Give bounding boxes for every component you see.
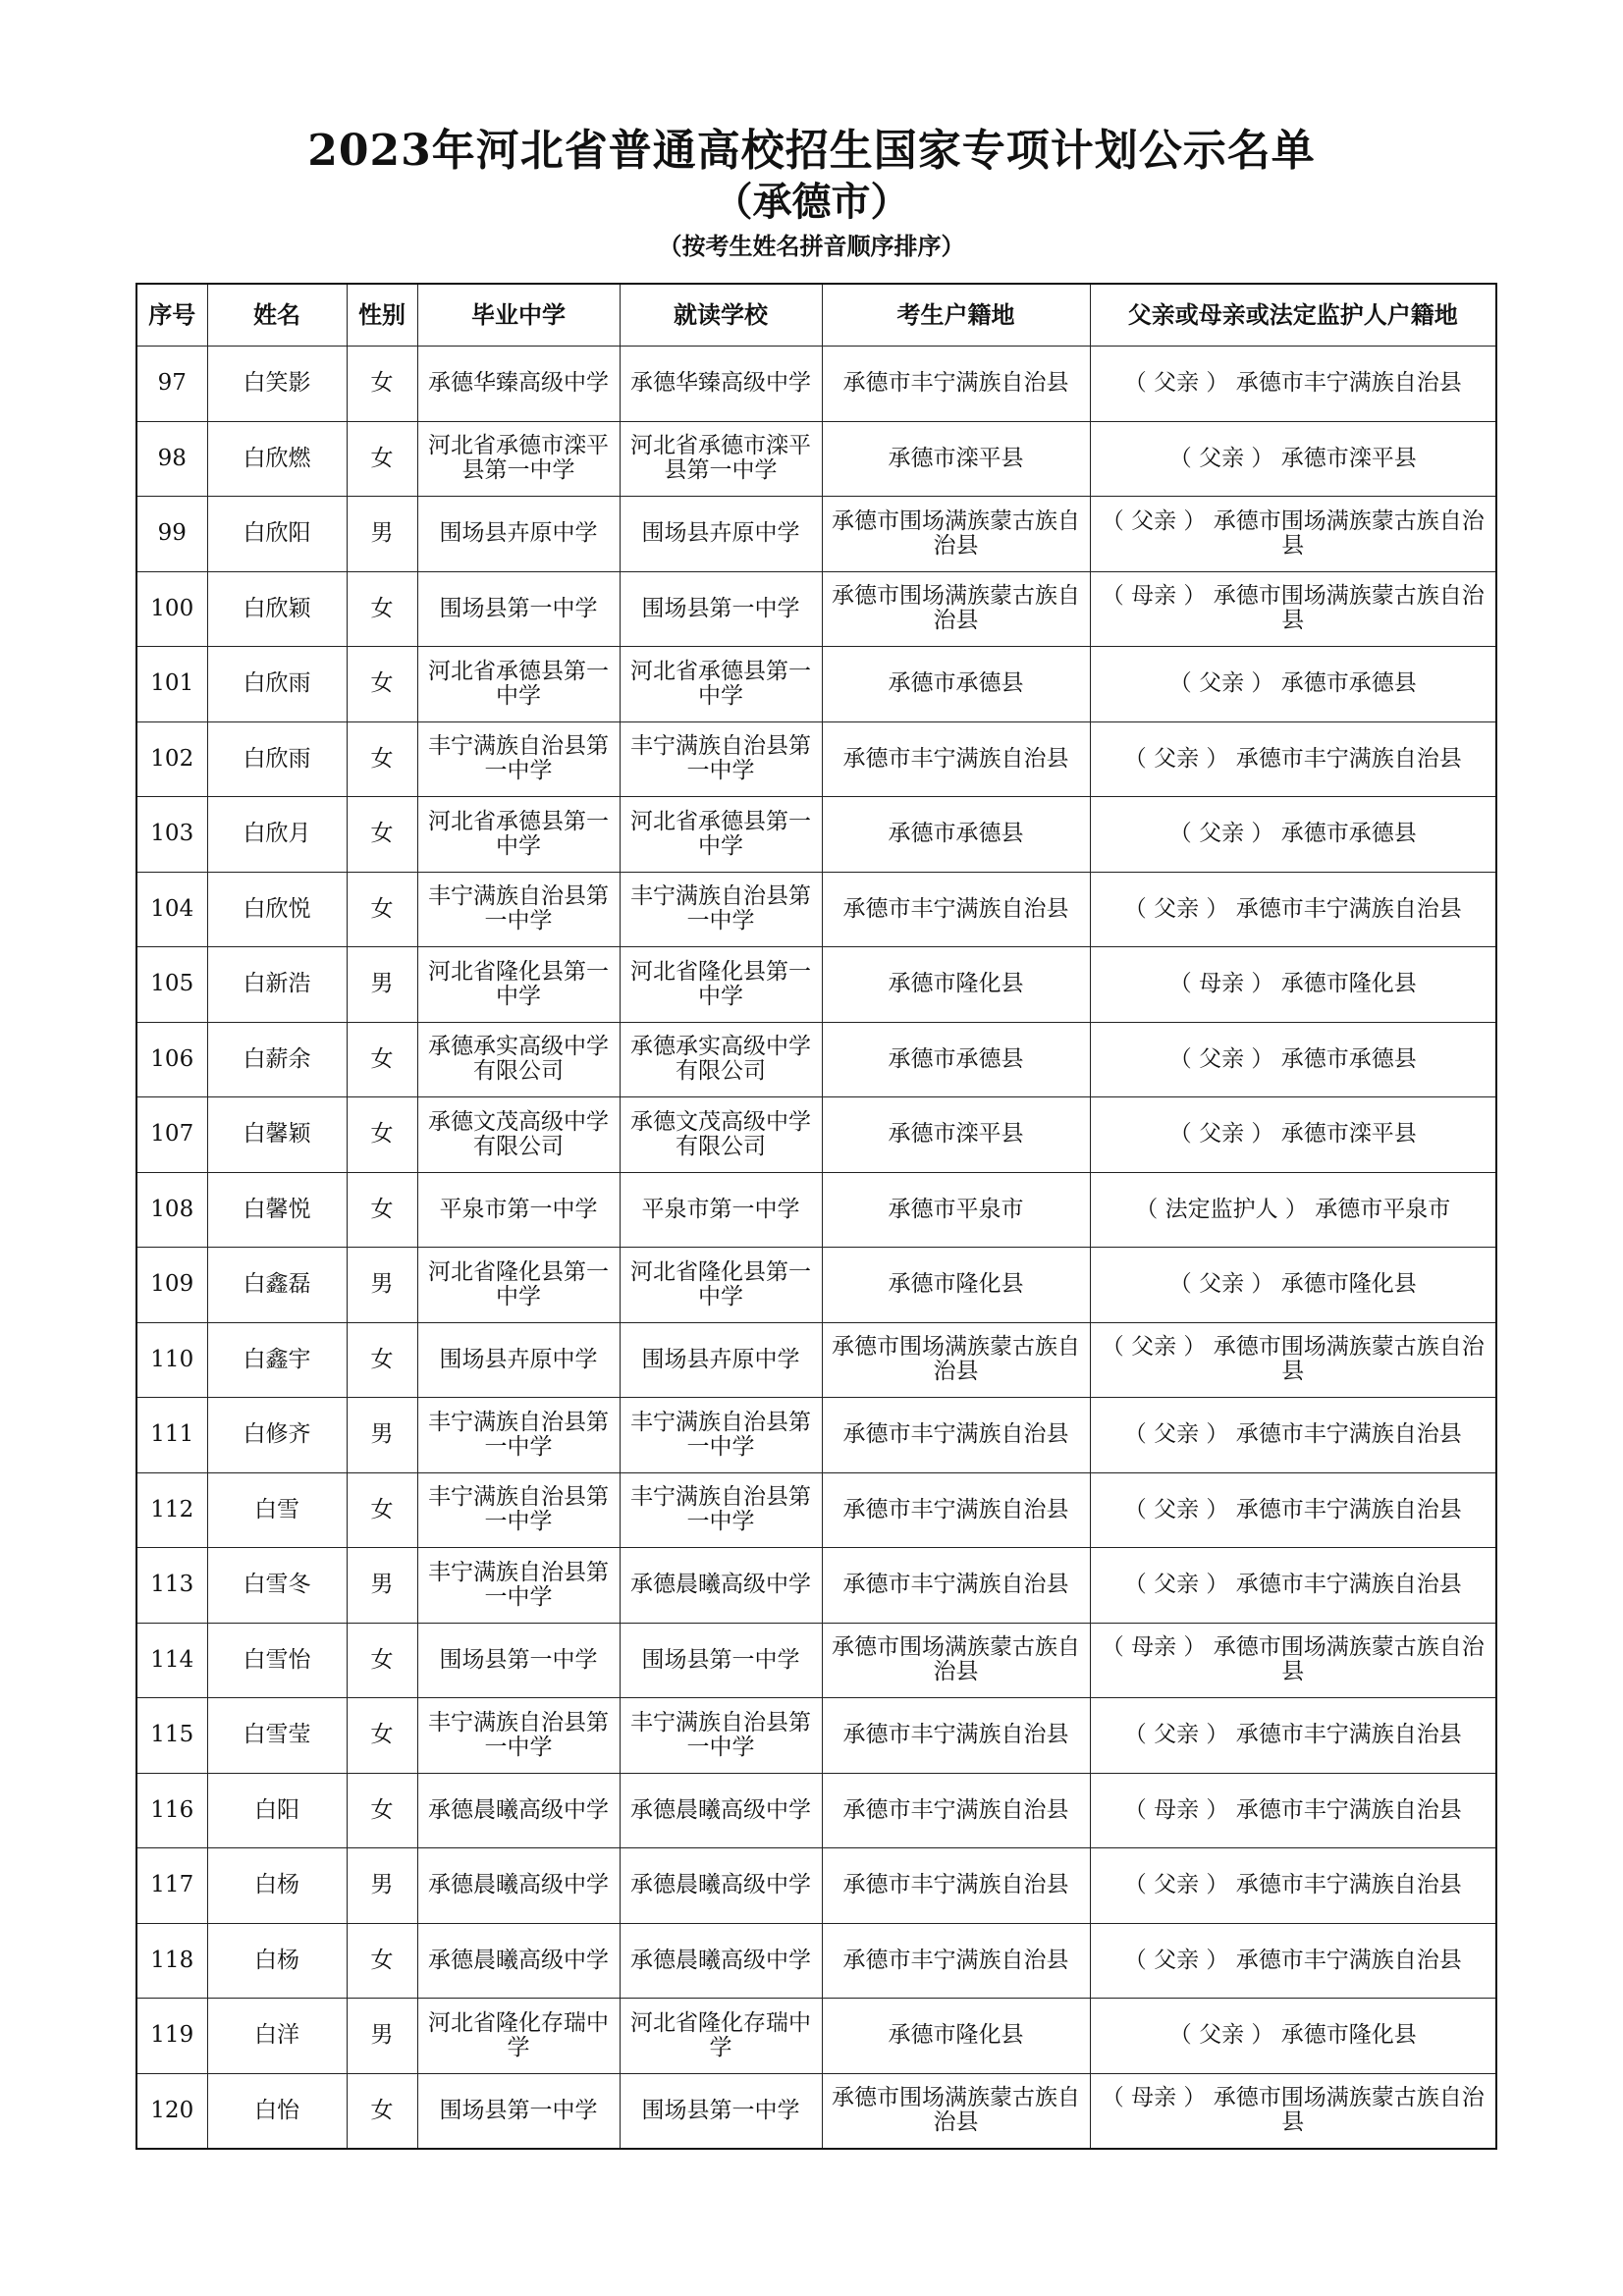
cell-guardian-hukou: （ 母亲 ） 承德市围场满族蒙古族自治县 — [1090, 571, 1496, 647]
header-gender: 性别 — [347, 284, 417, 347]
cell-hukou: 承德市丰宁满族自治县 — [822, 1923, 1090, 1999]
cell-study-school: 丰宁满族自治县第一中学 — [620, 721, 822, 797]
cell-study-school: 围场县第一中学 — [620, 2073, 822, 2149]
cell-seq: 116 — [136, 1773, 207, 1848]
cell-seq: 98 — [136, 421, 207, 497]
cell-study-school: 平泉市第一中学 — [620, 1172, 822, 1248]
cell-seq: 108 — [136, 1172, 207, 1248]
table-row — [136, 1172, 1496, 1248]
cell-gender: 男 — [347, 1248, 417, 1323]
cell-gender: 男 — [347, 497, 417, 572]
cell-study-school: 围场县卉原中学 — [620, 1322, 822, 1398]
cell-name: 白馨悦 — [207, 1172, 347, 1248]
header-guardian-hukou: 父亲或母亲或法定监护人户籍地 — [1090, 284, 1496, 347]
cell-hukou: 承德市丰宁满族自治县 — [822, 1848, 1090, 1924]
table-row — [136, 497, 1496, 572]
cell-grad-school: 承德承实高级中学有限公司 — [417, 1022, 620, 1097]
cell-guardian-hukou: （ 父亲 ） 承德市承德县 — [1090, 797, 1496, 873]
cell-gender: 女 — [347, 721, 417, 797]
cell-guardian-hukou: （ 父亲 ） 承德市滦平县 — [1090, 1097, 1496, 1173]
cell-study-school: 丰宁满族自治县第一中学 — [620, 872, 822, 947]
cell-name: 白阳 — [207, 1773, 347, 1848]
cell-grad-school: 围场县第一中学 — [417, 571, 620, 647]
cell-gender: 男 — [347, 1848, 417, 1924]
cell-guardian-hukou: （ 法定监护人 ） 承德市平泉市 — [1090, 1172, 1496, 1248]
cell-grad-school: 河北省隆化县第一中学 — [417, 1248, 620, 1323]
roster-table — [135, 283, 1497, 2150]
table-row — [136, 1322, 1496, 1398]
cell-hukou: 承德市丰宁满族自治县 — [822, 1472, 1090, 1548]
cell-grad-school: 承德晨曦高级中学 — [417, 1923, 620, 1999]
cell-guardian-hukou: （ 母亲 ） 承德市丰宁满族自治县 — [1090, 1773, 1496, 1848]
cell-seq: 103 — [136, 797, 207, 873]
cell-study-school: 承德晨曦高级中学 — [620, 1548, 822, 1624]
cell-study-school: 承德文茂高级中学有限公司 — [620, 1097, 822, 1173]
table-row — [136, 2073, 1496, 2149]
cell-guardian-hukou: （ 父亲 ） 承德市隆化县 — [1090, 1248, 1496, 1323]
cell-gender: 女 — [347, 2073, 417, 2149]
cell-gender: 女 — [347, 1472, 417, 1548]
cell-hukou: 承德市围场满族蒙古族自治县 — [822, 497, 1090, 572]
cell-hukou: 承德市滦平县 — [822, 421, 1090, 497]
cell-guardian-hukou: （ 父亲 ） 承德市丰宁满族自治县 — [1090, 1923, 1496, 1999]
cell-guardian-hukou: （ 父亲 ） 承德市隆化县 — [1090, 1999, 1496, 2074]
cell-seq: 101 — [136, 647, 207, 722]
table-row — [136, 571, 1496, 647]
cell-name: 白笑影 — [207, 347, 347, 422]
cell-grad-school: 丰宁满族自治县第一中学 — [417, 1472, 620, 1548]
cell-study-school: 河北省隆化县第一中学 — [620, 1248, 822, 1323]
cell-study-school: 围场县第一中学 — [620, 571, 822, 647]
cell-name: 白欣阳 — [207, 497, 347, 572]
cell-gender: 女 — [347, 421, 417, 497]
cell-seq: 100 — [136, 571, 207, 647]
cell-guardian-hukou: （ 父亲 ） 承德市丰宁满族自治县 — [1090, 1548, 1496, 1624]
cell-hukou: 承德市丰宁满族自治县 — [822, 347, 1090, 422]
cell-guardian-hukou: （ 父亲 ） 承德市丰宁满族自治县 — [1090, 1472, 1496, 1548]
roster-body — [136, 347, 1496, 2150]
cell-study-school: 承德晨曦高级中学 — [620, 1773, 822, 1848]
cell-seq: 107 — [136, 1097, 207, 1173]
cell-study-school: 承德承实高级中学有限公司 — [620, 1022, 822, 1097]
cell-study-school: 河北省隆化县第一中学 — [620, 947, 822, 1023]
cell-name: 白雪怡 — [207, 1623, 347, 1698]
cell-study-school: 承德晨曦高级中学 — [620, 1923, 822, 1999]
cell-guardian-hukou: （ 父亲 ） 承德市丰宁满族自治县 — [1090, 1698, 1496, 1774]
cell-grad-school: 河北省承德县第一中学 — [417, 647, 620, 722]
cell-name: 白欣燃 — [207, 421, 347, 497]
table-row — [136, 421, 1496, 497]
cell-gender: 男 — [347, 1999, 417, 2074]
cell-seq: 110 — [136, 1322, 207, 1398]
cell-name: 白欣颖 — [207, 571, 347, 647]
cell-seq: 99 — [136, 497, 207, 572]
cell-name: 白欣悦 — [207, 872, 347, 947]
cell-name: 白鑫宇 — [207, 1322, 347, 1398]
cell-seq: 112 — [136, 1472, 207, 1548]
cell-gender: 男 — [347, 1548, 417, 1624]
cell-study-school: 丰宁满族自治县第一中学 — [620, 1472, 822, 1548]
cell-gender: 女 — [347, 1698, 417, 1774]
table-row — [136, 1398, 1496, 1473]
cell-gender: 女 — [347, 347, 417, 422]
cell-study-school: 河北省承德县第一中学 — [620, 797, 822, 873]
cell-name: 白修齐 — [207, 1398, 347, 1473]
cell-guardian-hukou: （ 父亲 ） 承德市承德县 — [1090, 1022, 1496, 1097]
cell-guardian-hukou: （ 父亲 ） 承德市丰宁满族自治县 — [1090, 721, 1496, 797]
header-seq: 序号 — [136, 284, 207, 347]
cell-grad-school: 丰宁满族自治县第一中学 — [417, 1698, 620, 1774]
cell-study-school: 丰宁满族自治县第一中学 — [620, 1398, 822, 1473]
cell-name: 白雪莹 — [207, 1698, 347, 1774]
cell-grad-school: 围场县第一中学 — [417, 1623, 620, 1698]
cell-gender: 女 — [347, 571, 417, 647]
cell-guardian-hukou: （ 母亲 ） 承德市围场满族蒙古族自治县 — [1090, 2073, 1496, 2149]
cell-gender: 女 — [347, 647, 417, 722]
cell-study-school: 河北省承德市滦平县第一中学 — [620, 421, 822, 497]
table-row — [136, 647, 1496, 722]
cell-hukou: 承德市丰宁满族自治县 — [822, 1548, 1090, 1624]
cell-grad-school: 围场县卉原中学 — [417, 497, 620, 572]
cell-study-school: 围场县卉原中学 — [620, 497, 822, 572]
cell-seq: 120 — [136, 2073, 207, 2149]
cell-seq: 111 — [136, 1398, 207, 1473]
cell-hukou: 承德市丰宁满族自治县 — [822, 721, 1090, 797]
cell-hukou: 承德市承德县 — [822, 647, 1090, 722]
cell-study-school: 河北省隆化存瑞中学 — [620, 1999, 822, 2074]
cell-grad-school: 承德华臻高级中学 — [417, 347, 620, 422]
cell-hukou: 承德市隆化县 — [822, 1248, 1090, 1323]
cell-gender: 女 — [347, 1172, 417, 1248]
cell-hukou: 承德市围场满族蒙古族自治县 — [822, 1322, 1090, 1398]
cell-grad-school: 围场县卉原中学 — [417, 1322, 620, 1398]
cell-gender: 男 — [347, 1398, 417, 1473]
cell-name: 白欣月 — [207, 797, 347, 873]
cell-grad-school: 河北省承德县第一中学 — [417, 797, 620, 873]
table-row — [136, 1698, 1496, 1774]
cell-name: 白怡 — [207, 2073, 347, 2149]
cell-grad-school: 围场县第一中学 — [417, 2073, 620, 2149]
cell-seq: 119 — [136, 1999, 207, 2074]
cell-guardian-hukou: （ 母亲 ） 承德市隆化县 — [1090, 947, 1496, 1023]
cell-hukou: 承德市丰宁满族自治县 — [822, 1698, 1090, 1774]
cell-study-school: 承德晨曦高级中学 — [620, 1848, 822, 1924]
table-row — [136, 1022, 1496, 1097]
table-row — [136, 1923, 1496, 1999]
cell-hukou: 承德市平泉市 — [822, 1172, 1090, 1248]
cell-guardian-hukou: （ 父亲 ） 承德市丰宁满族自治县 — [1090, 1848, 1496, 1924]
cell-gender: 女 — [347, 1022, 417, 1097]
cell-seq: 109 — [136, 1248, 207, 1323]
header-study-school: 就读学校 — [620, 284, 822, 347]
cell-guardian-hukou: （ 父亲 ） 承德市丰宁满族自治县 — [1090, 347, 1496, 422]
cell-name: 白雪 — [207, 1472, 347, 1548]
header-hukou: 考生户籍地 — [822, 284, 1090, 347]
cell-name: 白雪冬 — [207, 1548, 347, 1624]
cell-name: 白欣雨 — [207, 721, 347, 797]
cell-seq: 106 — [136, 1022, 207, 1097]
cell-guardian-hukou: （ 父亲 ） 承德市丰宁满族自治县 — [1090, 872, 1496, 947]
cell-name: 白新浩 — [207, 947, 347, 1023]
cell-grad-school: 承德晨曦高级中学 — [417, 1848, 620, 1924]
cell-name: 白洋 — [207, 1999, 347, 2074]
cell-guardian-hukou: （ 父亲 ） 承德市围场满族蒙古族自治县 — [1090, 497, 1496, 572]
cell-hukou: 承德市丰宁满族自治县 — [822, 872, 1090, 947]
cell-gender: 女 — [347, 872, 417, 947]
cell-gender: 女 — [347, 1623, 417, 1698]
cell-guardian-hukou: （ 母亲 ） 承德市围场满族蒙古族自治县 — [1090, 1623, 1496, 1698]
cell-gender: 女 — [347, 1923, 417, 1999]
cell-grad-school: 丰宁满族自治县第一中学 — [417, 721, 620, 797]
table-row — [136, 1472, 1496, 1548]
cell-gender: 女 — [347, 1773, 417, 1848]
cell-grad-school: 平泉市第一中学 — [417, 1172, 620, 1248]
cell-name: 白薪余 — [207, 1022, 347, 1097]
cell-seq: 118 — [136, 1923, 207, 1999]
table-row — [136, 1248, 1496, 1323]
cell-hukou: 承德市承德县 — [822, 1022, 1090, 1097]
table-row — [136, 721, 1496, 797]
cell-name: 白杨 — [207, 1848, 347, 1924]
cell-gender: 女 — [347, 1097, 417, 1173]
table-row — [136, 1999, 1496, 2074]
cell-hukou: 承德市丰宁满族自治县 — [822, 1773, 1090, 1848]
cell-hukou: 承德市围场满族蒙古族自治县 — [822, 1623, 1090, 1698]
cell-seq: 97 — [136, 347, 207, 422]
cell-seq: 102 — [136, 721, 207, 797]
header-row — [136, 284, 1496, 347]
cell-hukou: 承德市滦平县 — [822, 1097, 1090, 1173]
cell-hukou: 承德市隆化县 — [822, 1999, 1090, 2074]
cell-grad-school: 承德文茂高级中学有限公司 — [417, 1097, 620, 1173]
page-title: 2023年河北省普通高校招生国家专项计划公示名单 — [307, 126, 1316, 176]
cell-grad-school: 丰宁满族自治县第一中学 — [417, 872, 620, 947]
sort-note: （按考生姓名拼音顺序排序） — [658, 232, 965, 260]
table-row — [136, 872, 1496, 947]
table-row — [136, 1773, 1496, 1848]
cell-grad-school: 丰宁满族自治县第一中学 — [417, 1548, 620, 1624]
cell-grad-school: 河北省隆化存瑞中学 — [417, 1999, 620, 2074]
cell-gender: 女 — [347, 797, 417, 873]
cell-seq: 117 — [136, 1848, 207, 1924]
cell-grad-school: 河北省隆化县第一中学 — [417, 947, 620, 1023]
header-name: 姓名 — [207, 284, 347, 347]
table-row — [136, 947, 1496, 1023]
cell-grad-school: 承德晨曦高级中学 — [417, 1773, 620, 1848]
cell-hukou: 承德市承德县 — [822, 797, 1090, 873]
cell-seq: 105 — [136, 947, 207, 1023]
cell-guardian-hukou: （ 父亲 ） 承德市围场满族蒙古族自治县 — [1090, 1322, 1496, 1398]
cell-study-school: 河北省承德县第一中学 — [620, 647, 822, 722]
cell-gender: 男 — [347, 947, 417, 1023]
cell-seq: 104 — [136, 872, 207, 947]
cell-gender: 女 — [347, 1322, 417, 1398]
table-row — [136, 1548, 1496, 1624]
page-subtitle: （承德市） — [713, 179, 910, 225]
cell-grad-school: 丰宁满族自治县第一中学 — [417, 1398, 620, 1473]
cell-study-school: 丰宁满族自治县第一中学 — [620, 1698, 822, 1774]
cell-guardian-hukou: （ 父亲 ） 承德市丰宁满族自治县 — [1090, 1398, 1496, 1473]
cell-name: 白鑫磊 — [207, 1248, 347, 1323]
cell-name: 白欣雨 — [207, 647, 347, 722]
cell-guardian-hukou: （ 父亲 ） 承德市滦平县 — [1090, 421, 1496, 497]
cell-guardian-hukou: （ 父亲 ） 承德市承德县 — [1090, 647, 1496, 722]
cell-hukou: 承德市隆化县 — [822, 947, 1090, 1023]
cell-hukou: 承德市丰宁满族自治县 — [822, 1398, 1090, 1473]
table-row — [136, 1848, 1496, 1924]
table-row — [136, 347, 1496, 422]
table-row — [136, 1623, 1496, 1698]
header-grad-school: 毕业中学 — [417, 284, 620, 347]
cell-hukou: 承德市围场满族蒙古族自治县 — [822, 571, 1090, 647]
table-row — [136, 1097, 1496, 1173]
cell-hukou: 承德市围场满族蒙古族自治县 — [822, 2073, 1090, 2149]
cell-seq: 113 — [136, 1548, 207, 1624]
cell-name: 白杨 — [207, 1923, 347, 1999]
cell-name: 白馨颖 — [207, 1097, 347, 1173]
cell-grad-school: 河北省承德市滦平县第一中学 — [417, 421, 620, 497]
cell-seq: 115 — [136, 1698, 207, 1774]
table-row — [136, 797, 1496, 873]
cell-seq: 114 — [136, 1623, 207, 1698]
cell-study-school: 承德华臻高级中学 — [620, 347, 822, 422]
cell-study-school: 围场县第一中学 — [620, 1623, 822, 1698]
